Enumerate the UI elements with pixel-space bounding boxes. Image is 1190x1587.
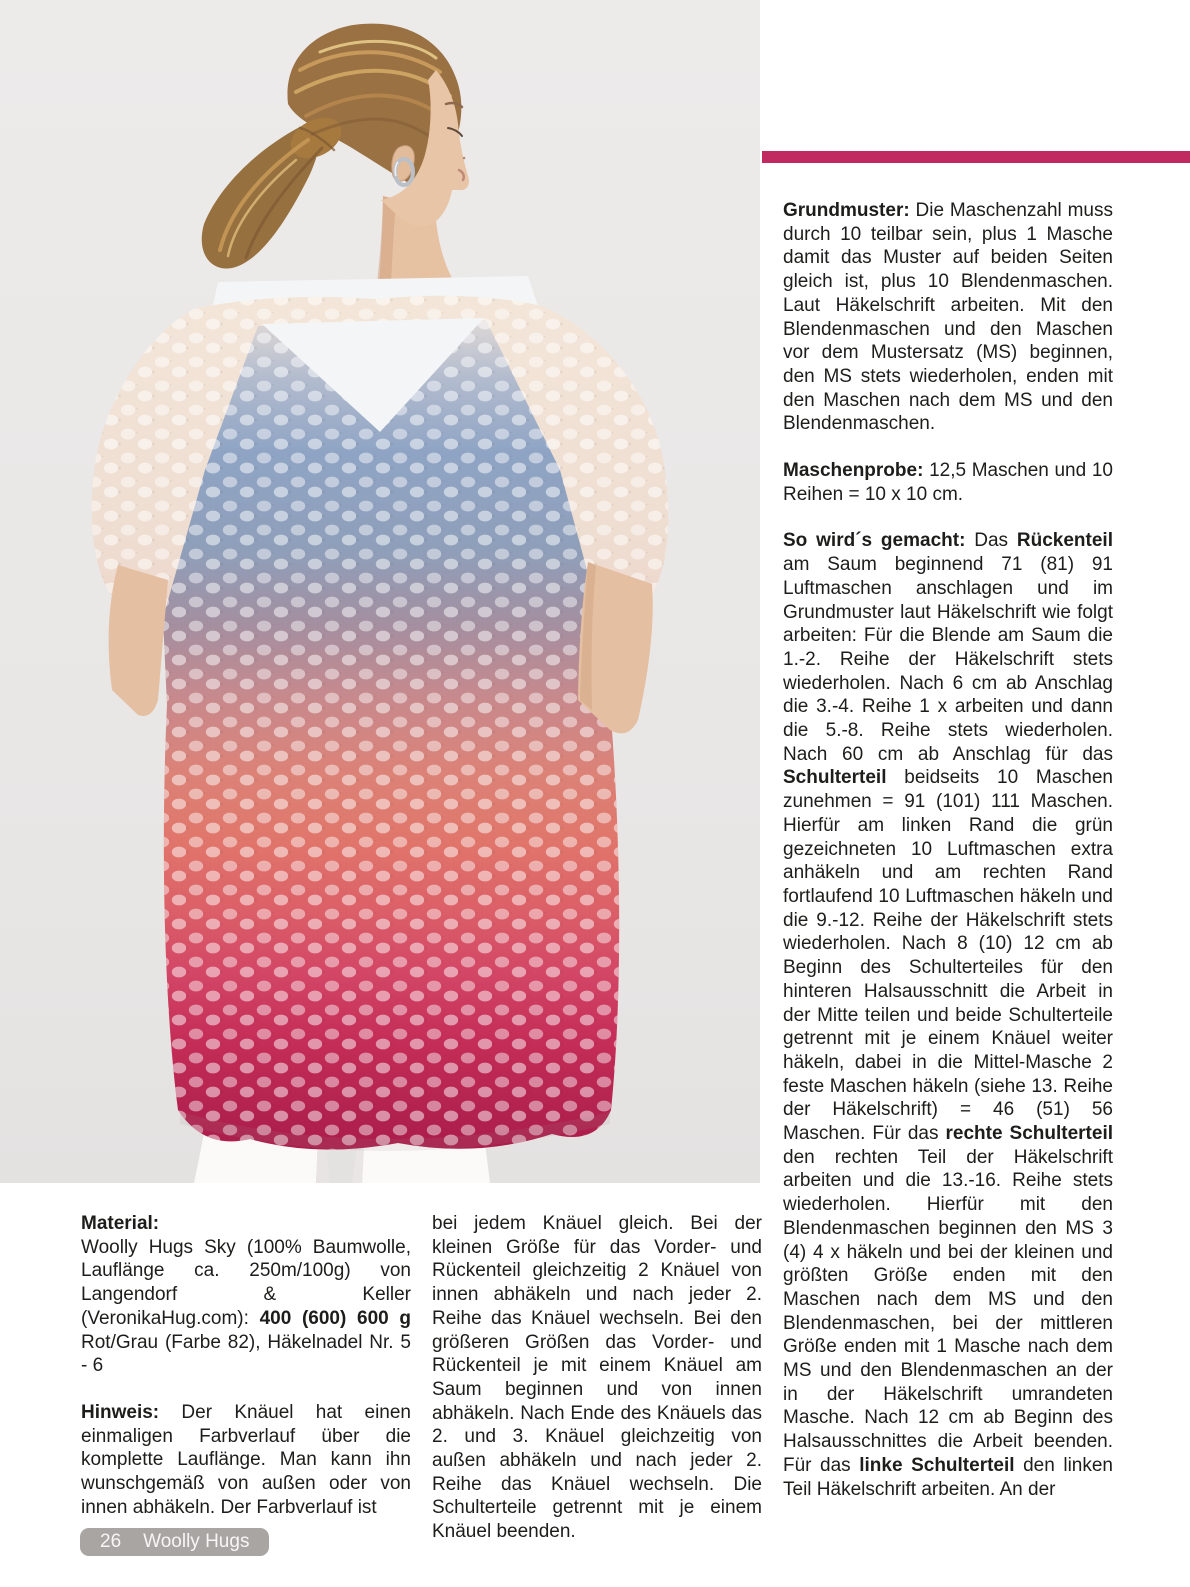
instructions-column	[783, 199, 1113, 1501]
hinweis-paragraph: Hinweis: Der Knäuel hat einen einmaligen Farbverlauf über die komplette Lauflänge. Man kann ihn wunschgemäß von außen oder von innen abhäkeln. Der Farbverlauf ist	[81, 1401, 411, 1518]
paragraph-grundmuster: Grundmuster: Die Maschenzahl muss durch 10 teilbar sein, plus 1 Masche damit das Muster auf beiden Seiten gleich ist, plus 10 Blendenmaschen. Laut Häkelschrift arbeiten. Mit den Blendenmaschen und den Maschen vor dem Mustersatz (MS) beginnen, den MS stets wiederholen, enden mit den Maschen nach dem MS und den Blendenmaschen.	[783, 200, 1113, 435]
page-number: 26	[100, 1531, 122, 1552]
page-number-badge	[80, 1528, 269, 1556]
material-column	[81, 1212, 411, 1519]
material-heading: Material:	[81, 1213, 160, 1234]
model-photo-illustration	[0, 0, 760, 1183]
material-body: Woolly Hugs Sky (100% Baumwolle, Lauflänge ca. 250m/100g) von Langendorf & Keller (VeronikaHug.com): 400 (600) 600 g Rot/Grau (Farbe 82), Häkelnadel Nr. 5 - 6	[81, 1236, 411, 1377]
paragraph-so-wirds-gemacht: So wird´s gemacht: Das Rückenteil am Saum beginnend 71 (81) 91 Luftmaschen anschlagen und im Grundmuster laut Häkelschrift wie folgt arbeiten: Für die Blende am Saum die 1.-2. Reihe der Häkelschrift stets wiederholen. Nach 6 cm ab Anschlag die 3.-4. Reihe 1 x arbeiten und dann die 5.-8. Reihe stets wiederholen. Nach 60 cm ab Anschlag für das Schulterteil beidseits 10 Maschen zunehmen = 91 (101) 111 Maschen. Hierfür am linken Rand die grün gezeichneten 10 Luftmaschen extra anhäkeln und am rechten Rand fortlaufend 10 Luftmaschen häkeln und die 9.-12. Reihe der Häkelschrift stets wiederholen. Nach 8 (10) 12 cm ab Beginn des Schulterteiles für den hinteren Halsausschnitt die Arbeit in der Mitte teilen und beide Schulterteile getrennt mit je einem Knäuel weiter häkeln, dabei in die Mittel-Masche 2 feste Maschen häkeln (siehe 13. Reihe der Häkelschrift) = 46 (51) 56 Maschen. Für das rechte Schulterteil den rechten Teil der Häkelschrift arbeiten und die 13.-16. Reihe stets wiederholen. Hierfür mit den Blendenmaschen beginnen den MS 3 (4) 4 x häkeln und bei der kleinen und größten Größe enden mit den Maschen nach dem MS und den Blendenmaschen, bei der mittleren Größe enden mit 1 Masche nach dem MS und den Blendenmaschen an der in der Häkelschrift umrandeten Masche. Nach 12 cm ab Beginn des Halsausschnittes die Arbeit beenden. Für das linke Schulterteil den linken Teil Häkelschrift arbeiten. An der	[783, 530, 1114, 1500]
model-photo	[0, 0, 760, 1183]
brand-name: Woolly Hugs	[143, 1531, 250, 1552]
continuation-column	[432, 1212, 762, 1544]
accent-bar	[762, 151, 1190, 163]
paragraph-maschenprobe: Maschenprobe: 12,5 Maschen und 10 Reihen = 10 x 10 cm.	[783, 460, 1113, 505]
continuation-paragraph: bei jedem Knäuel gleich. Bei der kleinen Größe für das Vorder- und Rückenteil gleichzeitig 2 Knäuel von innen abhäkeln und nach jeder 2. Reihe das Knäuel wechseln. Bei den größeren Größen das Vorder- und Rückenteil je mit einem Knäuel am Saum beginnen und von innen abhäkeln. Nach Ende des Knäuels das 2. und 3. Knäuel gleichzeitig von außen abhäkeln und nach jeder 2. Reihe das Knäuel wechseln. Die Schulterteile getrennt mit je einem Knäuel beenden.	[432, 1213, 762, 1543]
